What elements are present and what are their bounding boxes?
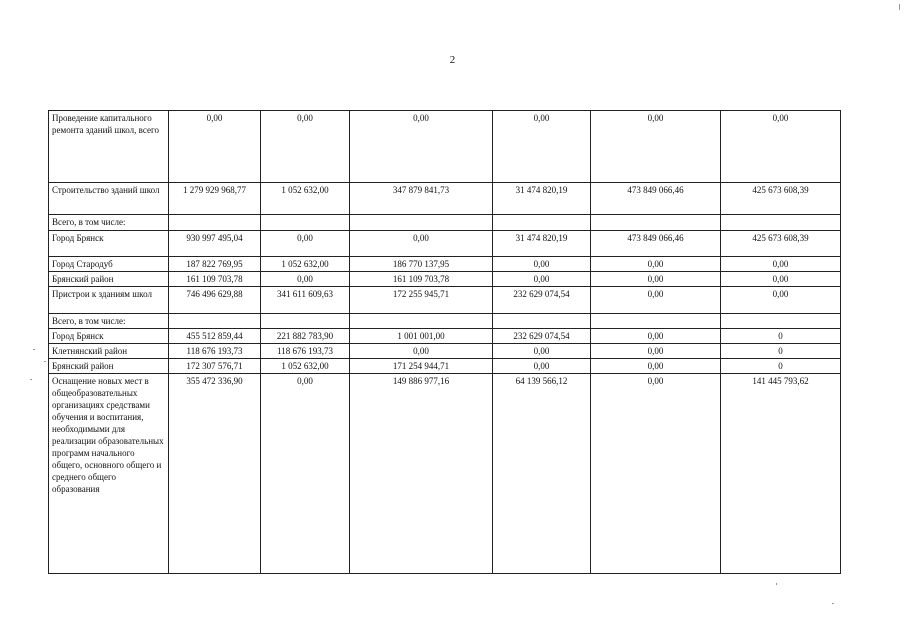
row-label: Строительство зданий школ [49,183,169,215]
cell-value: 31 474 820,19 [493,183,591,215]
page-number: 2 [449,54,456,66]
cell-value: 1 052 632,00 [261,257,350,272]
scan-speck [832,603,834,604]
row-label: Город Брянск [49,329,169,344]
table-row [49,111,841,183]
cell-value: 0,00 [591,359,721,374]
cell-value: 0,00 [350,231,493,257]
cell-value: 172 307 576,71 [169,359,261,374]
row-label: Город Брянск [49,231,169,257]
table-row [49,215,841,231]
table-row [49,272,841,287]
cell-value: 0,00 [721,287,841,314]
cell-value: 0,00 [591,374,721,574]
budget-table [48,110,841,574]
row-label: Проведение капитального ремонта зданий школ, всего [49,111,169,183]
cell-value [261,314,350,329]
cell-value [169,215,261,231]
cell-value: 187 822 769,95 [169,257,261,272]
row-label: Оснащение новых мест в общеобразовательных организациях средствами обучения и воспитания, необходимыми для реализации образовательных программ начального общего, основного общего и среднего общего образования [49,374,169,574]
cell-value: 0 [721,344,841,359]
cell-value: 930 997 495,04 [169,231,261,257]
cell-value: 161 109 703,78 [169,272,261,287]
cell-value: 141 445 793,62 [721,374,841,574]
table-row [49,257,841,272]
cell-value [169,314,261,329]
cell-value: 0,00 [169,111,261,183]
cell-value: 347 879 841,73 [350,183,493,215]
cell-value: 0,00 [721,257,841,272]
cell-value [721,215,841,231]
cell-value: 0,00 [721,111,841,183]
cell-value: 232 629 074,54 [493,287,591,314]
table-row [49,329,841,344]
cell-value [493,314,591,329]
cell-value: 0 [721,359,841,374]
cell-value: 425 673 608,39 [721,231,841,257]
scan-speck [30,379,32,380]
table-row [49,314,841,329]
table-row [49,344,841,359]
row-label: Брянский район [49,359,169,374]
cell-value: 455 512 859,44 [169,329,261,344]
cell-value: 0,00 [591,257,721,272]
cell-value: 0,00 [493,359,591,374]
row-label: Клетнянский район [49,344,169,359]
cell-value: 746 496 629,88 [169,287,261,314]
table-row [49,183,841,215]
cell-value: 118 676 193,73 [261,344,350,359]
cell-value: 355 472 336,90 [169,374,261,574]
cell-value: 0,00 [261,272,350,287]
cell-value: 0 [721,329,841,344]
scan-speck [899,4,900,10]
cell-value: 0,00 [591,344,721,359]
table-row [49,287,841,314]
scan-speck [33,349,35,350]
cell-value: 161 109 703,78 [350,272,493,287]
cell-value: 171 254 944,71 [350,359,493,374]
cell-value [350,215,493,231]
cell-value: 0,00 [350,344,493,359]
scan-speck [44,361,46,362]
cell-value [591,314,721,329]
cell-value [591,215,721,231]
scan-speck [776,583,777,585]
row-label: Всего, в том числе: [49,215,169,231]
cell-value: 473 849 066,46 [591,231,721,257]
cell-value: 0,00 [493,111,591,183]
cell-value [261,215,350,231]
cell-value: 232 629 074,54 [493,329,591,344]
table-row [49,359,841,374]
cell-value: 0,00 [591,111,721,183]
cell-value [493,215,591,231]
row-label: Брянский район [49,272,169,287]
cell-value: 118 676 193,73 [169,344,261,359]
cell-value: 0,00 [721,272,841,287]
cell-value: 0,00 [591,272,721,287]
cell-value: 64 139 566,12 [493,374,591,574]
cell-value: 341 611 609,63 [261,287,350,314]
table-row [49,374,841,574]
cell-value: 473 849 066,46 [591,183,721,215]
cell-value: 186 770 137,95 [350,257,493,272]
cell-value: 1 279 929 968,77 [169,183,261,215]
cell-value: 0,00 [261,374,350,574]
cell-value: 425 673 608,39 [721,183,841,215]
row-label: Пристрои к зданиям школ [49,287,169,314]
cell-value: 0,00 [493,257,591,272]
cell-value: 0,00 [493,272,591,287]
cell-value: 0,00 [350,111,493,183]
cell-value [721,314,841,329]
cell-value: 0,00 [493,344,591,359]
row-label: Город Стародуб [49,257,169,272]
cell-value: 221 882 783,90 [261,329,350,344]
cell-value: 149 886 977,16 [350,374,493,574]
cell-value: 0,00 [261,111,350,183]
table-row [49,231,841,257]
cell-value: 1 052 632,00 [261,183,350,215]
cell-value: 0,00 [591,287,721,314]
cell-value: 0,00 [591,329,721,344]
row-label: Всего, в том числе: [49,314,169,329]
cell-value: 0,00 [261,231,350,257]
cell-value: 31 474 820,19 [493,231,591,257]
cell-value: 172 255 945,71 [350,287,493,314]
cell-value [350,314,493,329]
cell-value: 1 052 632,00 [261,359,350,374]
cell-value: 1 001 001,00 [350,329,493,344]
